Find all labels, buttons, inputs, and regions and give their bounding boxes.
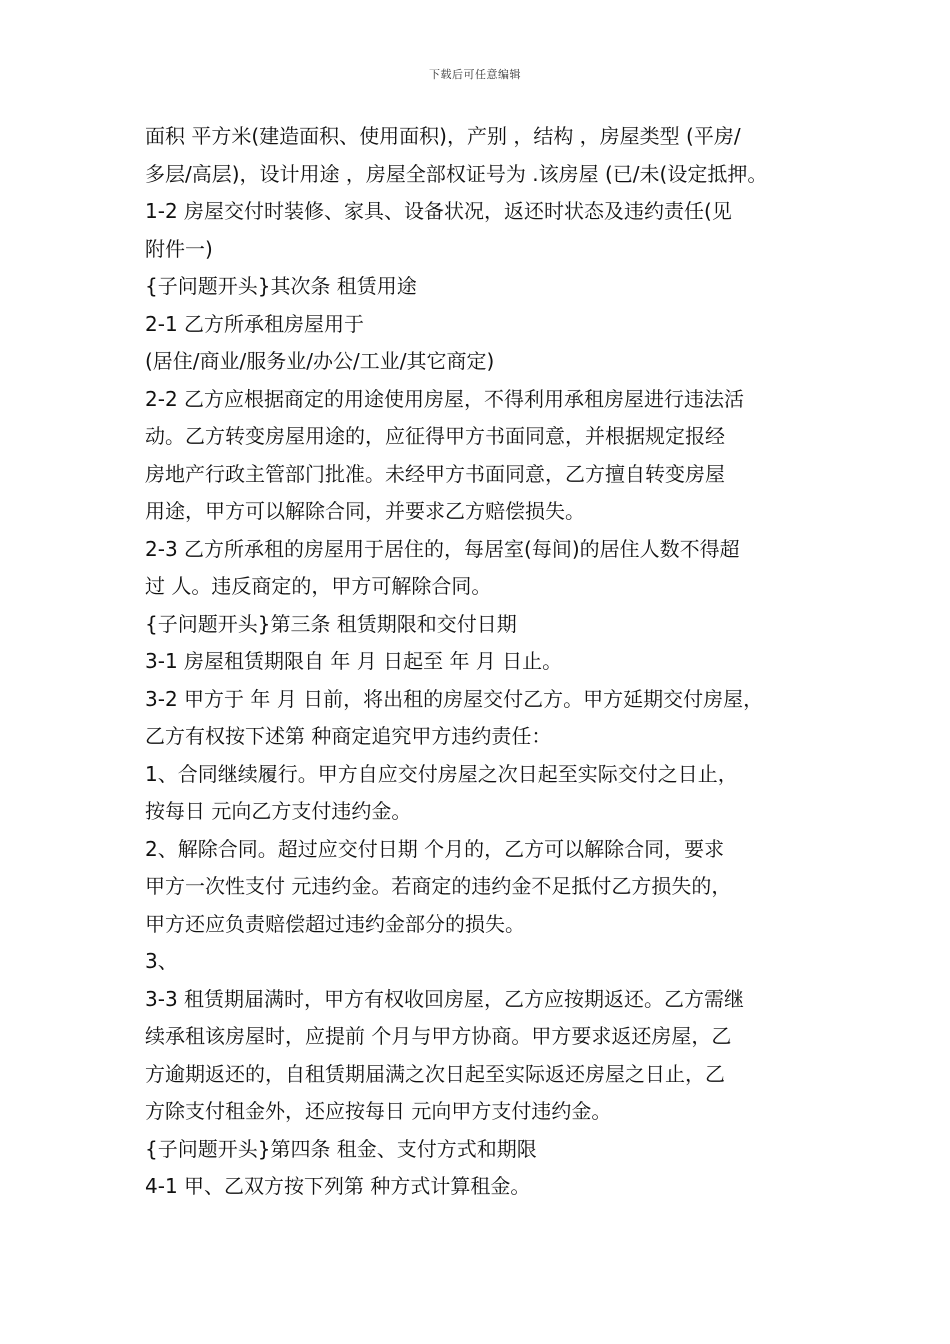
text-line: 动。乙方转变房屋用途的，应征得甲方书面同意，并根据规定报经 bbox=[145, 424, 725, 448]
text-line: 4-1 甲、乙双方按下列第 种方式计算租金。 bbox=[145, 1174, 531, 1198]
text-line: 2-3 乙方所承租的房屋用于居住的，每居室(每间)的居住人数不得超 bbox=[145, 536, 740, 561]
text-line: 1-2 房屋交付时装修、家具、设备状况，返还时状态及违约责任(见 bbox=[145, 199, 732, 223]
text-line: 1、合同继续履行。甲方自应交付房屋之次日起至实际交付之日止， bbox=[145, 761, 738, 786]
section-heading: {子问题开头}其次条 租赁用途 bbox=[145, 274, 417, 298]
document-body bbox=[145, 118, 825, 1206]
page-header: 下载后可任意编辑 bbox=[429, 68, 521, 81]
text-line: 2-2 乙方应根据商定的用途使用房屋，不得利用承租房屋进行违法活 bbox=[145, 386, 745, 411]
text-line: 3-2 甲方于 年 月 日前，将出租的房屋交付乙方。甲方延期交付房屋， bbox=[145, 686, 764, 711]
text-line: 房地产行政主管部门批准。未经甲方书面同意，乙方擅自转变房屋 bbox=[145, 461, 725, 486]
section-heading: {子问题开头}第四条 租金、支付方式和期限 bbox=[145, 1136, 537, 1161]
text-line: 附件一) bbox=[145, 236, 213, 261]
text-line: 方逾期返还的，自租赁期届满之次日起至实际返还房屋之日止，乙 bbox=[145, 1061, 725, 1086]
text-line: 乙方有权按下述第 种商定追究甲方违约责任： bbox=[145, 724, 552, 748]
text-line: (居住/商业/服务业/办公/工业/其它商定) bbox=[145, 349, 495, 373]
text-line: 按每日 元向乙方支付违约金。 bbox=[145, 799, 412, 823]
text-line: 甲方还应负责赔偿超过违约金部分的损失。 bbox=[145, 911, 525, 936]
text-line: 甲方一次性支付 元违约金。若商定的违约金不足抵付乙方损失的， bbox=[145, 874, 732, 898]
text-line: 过 人。违反商定的，甲方可解除合同。 bbox=[145, 574, 492, 598]
text-line: 面积 平方米(建造面积、使用面积)，产别 ，结构 ，房屋类型 (平房/ bbox=[145, 124, 741, 148]
text-line: 2、解除合同。超过应交付日期 个月的，乙方可以解除合同，要求 bbox=[145, 836, 725, 861]
text-line: 多层/高层)，设计用途 ，房屋全部权证号为 .该房屋 (已/未(设定抵押。 bbox=[145, 161, 768, 186]
text-line: 续承租该房屋时，应提前 个月与甲方协商。甲方要求返还房屋，乙 bbox=[145, 1024, 732, 1048]
text-line: 2-1 乙方所承租房屋用于 bbox=[145, 311, 365, 336]
text-line: 3-3 租赁期届满时，甲方有权收回房屋，乙方应按期返还。乙方需继 bbox=[145, 986, 745, 1011]
text-line: 3、 bbox=[145, 949, 178, 973]
text-line: 用途，甲方可以解除合同，并要求乙方赔偿损失。 bbox=[145, 499, 585, 523]
text-line: 3-1 房屋租赁期限自 年 月 日起至 年 月 日止。 bbox=[145, 649, 563, 673]
text-line: 方除支付租金外，还应按每日 元向甲方支付违约金。 bbox=[145, 1099, 612, 1123]
section-heading: {子问题开头}第三条 租赁期限和交付日期 bbox=[145, 611, 517, 636]
